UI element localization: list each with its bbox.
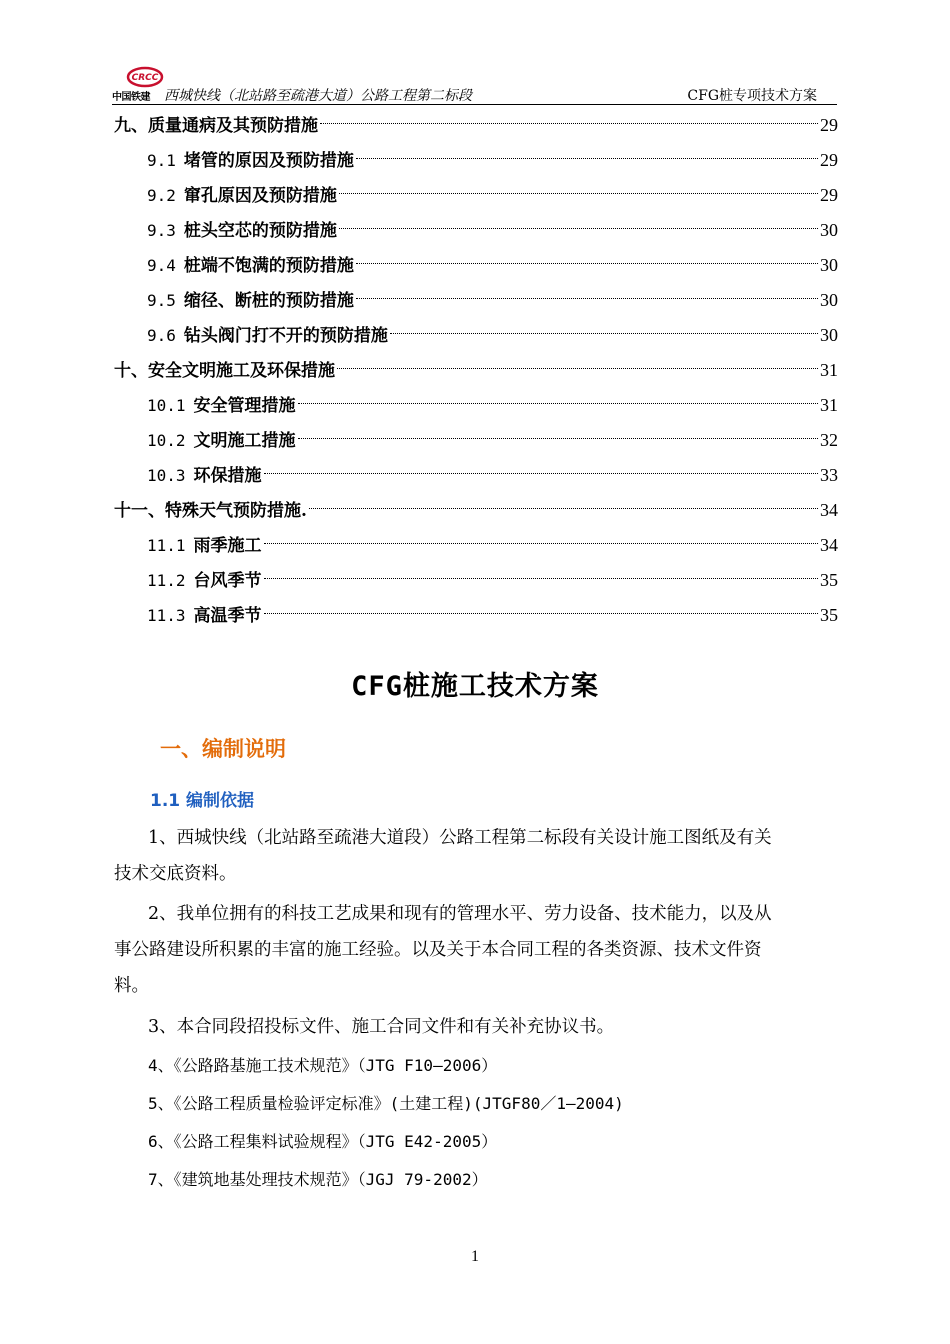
toc-entry-page: 30 — [820, 220, 838, 240]
toc-entry-text: 台风季节 — [193, 571, 262, 591]
paragraph-3: 3、本合同段招投标文件、施工合同文件和有关补充协议书。 — [148, 1017, 615, 1037]
toc-leader-dots — [264, 473, 818, 474]
toc-leader-dots — [356, 298, 818, 299]
toc-entry-text: 钻头阀门打不开的预防措施 — [183, 326, 388, 346]
paragraph-2: 2、我单位拥有的科技工艺成果和现有的管理水平、劳力设备、技术能力，以及从 事公路建设所积累的丰富的施工经验。以及关于本合同工程的各类资源、技术文件资 料。 — [114, 904, 772, 996]
toc-entry-number: 10.3 — [147, 466, 186, 485]
toc-leader-dots — [339, 193, 818, 194]
toc-leader-dots — [298, 403, 818, 404]
toc-entry-text: 十、安全文明施工及环保措施 — [114, 361, 335, 381]
toc-entry[interactable] — [114, 528, 838, 563]
svg-text:CRCC: CRCC — [131, 73, 159, 83]
toc-entry[interactable] — [114, 563, 838, 598]
toc-entry-number: 9.5 — [147, 291, 176, 310]
toc-entry-label — [147, 388, 296, 424]
toc-entry-page: 35 — [820, 605, 838, 625]
toc-entry-text: 安全管理措施 — [193, 396, 296, 416]
toc-entry-number: 11.2 — [147, 571, 186, 590]
toc-entry-text: 环保措施 — [193, 466, 262, 486]
toc-entry-text: 十一、特殊天气预防措施. — [114, 501, 307, 521]
toc-entry-number: 9.3 — [147, 221, 176, 240]
toc-entry-label — [147, 213, 337, 249]
toc-entry[interactable] — [114, 388, 838, 423]
paragraph-4: 4、《公路路基施工技术规范》（JTG F10—2006） — [148, 1056, 498, 1075]
toc-entry-number: 11.3 — [147, 606, 186, 625]
toc-entry-text: 桩头空芯的预防措施 — [183, 221, 337, 241]
toc-leader-dots — [298, 438, 818, 439]
toc-entry-number: 9.1 — [147, 151, 176, 170]
toc-entry[interactable] — [114, 493, 838, 528]
toc-entry[interactable] — [114, 423, 838, 458]
toc-entry-number: 10.2 — [147, 431, 186, 450]
toc-entry[interactable] — [114, 353, 838, 388]
toc-entry[interactable] — [114, 178, 838, 213]
toc-leader-dots — [264, 578, 818, 579]
paragraph-7: 7、《建筑地基处理技术规范》（JGJ 79-2002） — [148, 1170, 488, 1189]
page-number: 1 — [471, 1248, 479, 1265]
toc-entry-page: 30 — [820, 325, 838, 345]
document-title: CFG桩施工技术方案 — [351, 671, 599, 702]
toc-entry[interactable] — [114, 143, 838, 178]
toc-entry-label — [147, 528, 262, 564]
toc-entry-page: 30 — [820, 290, 838, 310]
toc-entry-page: 31 — [820, 395, 838, 415]
toc-entry-text: 窜孔原因及预防措施 — [183, 186, 337, 206]
paragraph-6: 6、《公路工程集料试验规程》（JTG E42-2005） — [148, 1132, 498, 1151]
toc-leader-dots — [339, 228, 818, 229]
toc-entry-label — [114, 494, 307, 529]
toc-leader-dots — [390, 333, 818, 334]
toc-entry-number: 9.4 — [147, 256, 176, 275]
toc-leader-dots — [320, 123, 818, 124]
page-header — [112, 62, 837, 106]
toc-entry-label — [147, 458, 262, 494]
toc-entry-text: 文明施工措施 — [193, 431, 296, 451]
crcc-logo-icon — [126, 66, 164, 88]
toc-entry-text: 缩径、断桩的预防措施 — [183, 291, 354, 311]
toc-entry-page: 29 — [820, 185, 838, 205]
toc-entry-number: 10.1 — [147, 396, 186, 415]
toc-entry-page: 31 — [820, 360, 838, 380]
toc-entry-page: 34 — [820, 535, 838, 555]
logo-caption: 中国铁建 — [112, 92, 150, 103]
toc-leader-dots — [337, 368, 818, 369]
section-heading-1: 一、编制说明 — [160, 737, 286, 761]
toc-entry-text: 雨季施工 — [193, 536, 262, 556]
table-of-contents — [114, 108, 838, 633]
section-heading-1-1: 1.1 编制依据 — [150, 791, 255, 811]
toc-entry-label — [147, 318, 388, 354]
toc-entry[interactable] — [114, 458, 838, 493]
toc-entry-text: 高温季节 — [193, 606, 262, 626]
toc-entry-label — [114, 109, 318, 144]
header-document-title: CFG桩专项技术方案 — [687, 88, 817, 104]
toc-leader-dots — [356, 263, 818, 264]
paragraph-1: 1、西城快线（北站路至疏港大道段）公路工程第二标段有关设计施工图纸及有关 技术交底资料。 — [114, 828, 772, 884]
toc-entry-label — [147, 283, 354, 319]
toc-entry-label — [147, 178, 337, 214]
toc-entry-page: 34 — [820, 500, 838, 520]
toc-entry-number: 9.2 — [147, 186, 176, 205]
toc-leader-dots — [356, 158, 818, 159]
toc-entry-number: 9.6 — [147, 326, 176, 345]
toc-entry[interactable] — [114, 108, 838, 143]
toc-entry[interactable] — [114, 283, 838, 318]
toc-entry-number: 11.1 — [147, 536, 186, 555]
header-divider — [112, 104, 837, 105]
toc-entry-label — [147, 598, 262, 634]
toc-entry-text: 九、质量通病及其预防措施 — [114, 116, 318, 136]
paragraph-5: 5、《公路工程质量检验评定标准》(土建工程)(JTGF80／1—2004) — [148, 1094, 624, 1113]
toc-leader-dots — [264, 613, 818, 614]
toc-entry-page: 30 — [820, 255, 838, 275]
toc-entry-label — [147, 423, 296, 459]
toc-entry[interactable] — [114, 598, 838, 633]
toc-entry-page: 33 — [820, 465, 838, 485]
toc-entry-page: 32 — [820, 430, 838, 450]
toc-entry-page: 35 — [820, 570, 838, 590]
toc-entry-page: 29 — [820, 150, 838, 170]
header-project-title: 西城快线（北站路至疏港大道）公路工程第二标段 — [164, 88, 472, 104]
toc-entry-label — [114, 354, 335, 389]
toc-entry-text: 堵管的原因及预防措施 — [183, 151, 354, 171]
toc-entry[interactable] — [114, 318, 838, 353]
toc-entry-label — [147, 248, 354, 284]
toc-entry-page: 29 — [820, 115, 838, 135]
toc-leader-dots — [309, 508, 818, 509]
toc-entry[interactable] — [114, 213, 838, 248]
toc-entry[interactable] — [114, 248, 838, 283]
toc-entry-label — [147, 563, 262, 599]
toc-leader-dots — [264, 543, 818, 544]
toc-entry-label — [147, 143, 354, 179]
toc-entry-text: 桩端不饱满的预防措施 — [183, 256, 354, 276]
